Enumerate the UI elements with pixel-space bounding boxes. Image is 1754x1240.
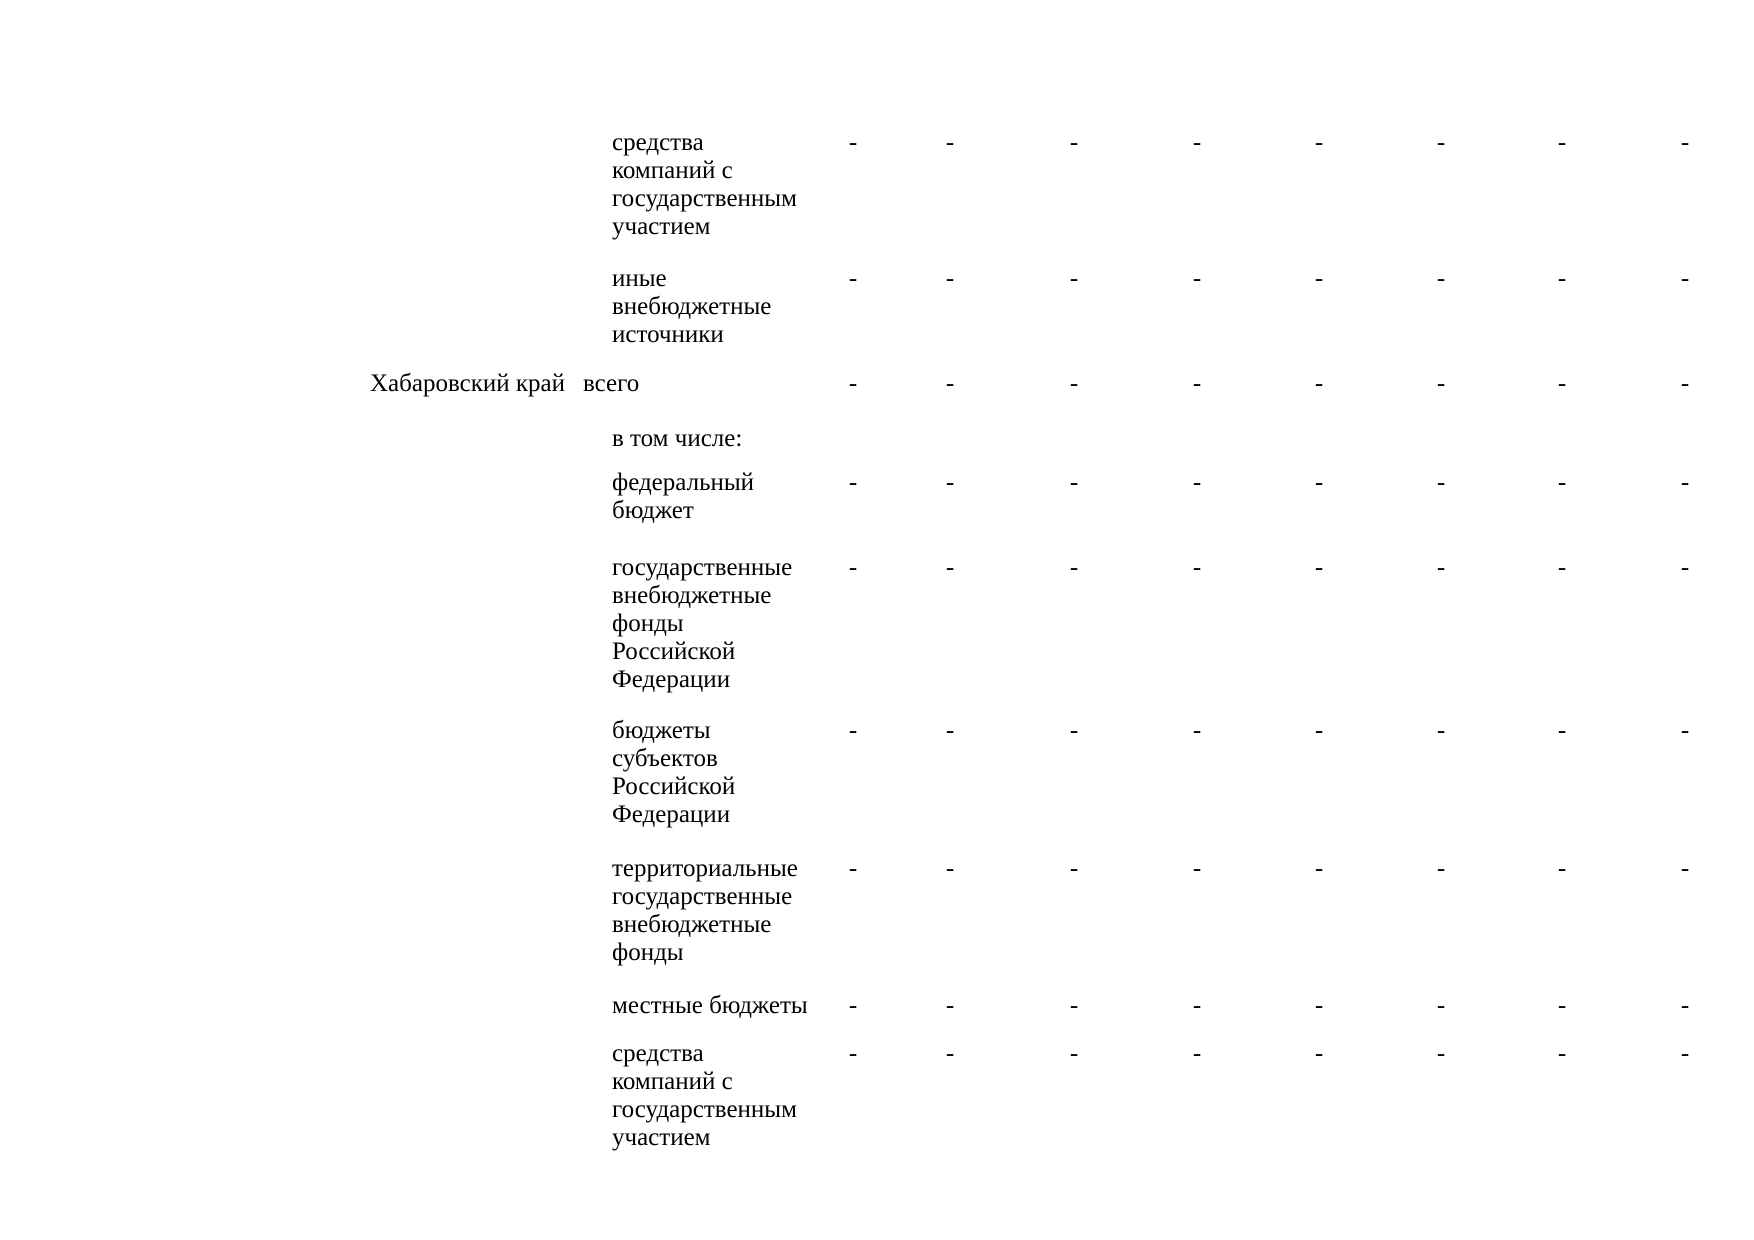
value-cell: - — [848, 265, 858, 292]
value-cell: - — [1069, 717, 1079, 744]
value-cell: - — [1192, 717, 1202, 744]
funding-source-line: всего — [583, 370, 640, 397]
value-cell: - — [1069, 370, 1079, 397]
value-cell: - — [1680, 469, 1690, 496]
funding-source-line: внебюджетные — [612, 293, 772, 320]
funding-source-line: средства — [612, 1040, 704, 1067]
funding-source-cell — [583, 370, 863, 398]
value-cell: - — [848, 469, 858, 496]
value-cell: - — [945, 855, 955, 882]
value-cell: - — [1557, 469, 1567, 496]
funding-source-line: Федерации — [612, 666, 731, 693]
value-cell: - — [945, 554, 955, 581]
value-cell: - — [1314, 554, 1324, 581]
value-cell: - — [1436, 992, 1446, 1019]
value-cell: - — [1192, 554, 1202, 581]
value-cell: - — [1680, 717, 1690, 744]
value-cell: - — [1192, 469, 1202, 496]
funding-source-line: внебюджетные — [612, 582, 772, 609]
value-cell: - — [1069, 992, 1079, 1019]
value-cell: - — [1436, 855, 1446, 882]
value-cell: - — [945, 469, 955, 496]
value-cell: - — [1314, 992, 1324, 1019]
value-cell: - — [1436, 717, 1446, 744]
region-cell: Хабаровский край — [370, 370, 565, 397]
value-cell: - — [1314, 1040, 1324, 1067]
funding-source-line: компаний с — [612, 157, 733, 184]
value-cell: - — [1314, 129, 1324, 156]
funding-source-line: бюджеты — [612, 717, 711, 744]
value-cell: - — [1069, 129, 1079, 156]
funding-source-line: компаний с — [612, 1068, 733, 1095]
value-cell: - — [1680, 265, 1690, 292]
value-cell: - — [1436, 129, 1446, 156]
funding-source-line: фонды — [612, 610, 684, 637]
funding-source-line: местные бюджеты — [612, 992, 808, 1019]
value-cell: - — [1557, 717, 1567, 744]
value-cell: - — [1680, 992, 1690, 1019]
value-cell: - — [1069, 265, 1079, 292]
value-cell: - — [848, 1040, 858, 1067]
value-cell: - — [1557, 992, 1567, 1019]
value-cell: - — [1680, 129, 1690, 156]
value-cell: - — [1436, 370, 1446, 397]
funding-source-line: территориальные — [612, 855, 798, 882]
value-cell: - — [945, 129, 955, 156]
value-cell: - — [1192, 855, 1202, 882]
funding-source-line: государственные — [612, 554, 793, 581]
value-cell: - — [1680, 1040, 1690, 1067]
value-cell: - — [1192, 265, 1202, 292]
value-cell: - — [1314, 469, 1324, 496]
value-cell: - — [848, 370, 858, 397]
value-cell: - — [1314, 265, 1324, 292]
value-cell: - — [1436, 265, 1446, 292]
value-cell: - — [1069, 1040, 1079, 1067]
value-cell: - — [1557, 129, 1567, 156]
funding-source-line: Федерации — [612, 801, 731, 828]
value-cell: - — [1680, 855, 1690, 882]
value-cell: - — [1436, 554, 1446, 581]
value-cell: - — [1680, 370, 1690, 397]
funding-source-line: субъектов — [612, 745, 718, 772]
funding-source-line: участием — [612, 1124, 711, 1151]
funding-source-line: Российской — [612, 638, 736, 665]
funding-source-line: бюджет — [612, 497, 694, 524]
value-cell: - — [945, 265, 955, 292]
value-cell: - — [1436, 1040, 1446, 1067]
value-cell: - — [1069, 469, 1079, 496]
value-cell: - — [1557, 855, 1567, 882]
funding-source-line: внебюджетные — [612, 911, 772, 938]
value-cell: - — [1557, 265, 1567, 292]
funding-source-line: средства — [612, 129, 704, 156]
value-cell: - — [1557, 1040, 1567, 1067]
value-cell: - — [1192, 129, 1202, 156]
funding-source-line: федеральный — [612, 469, 755, 496]
value-cell: - — [1069, 554, 1079, 581]
funding-source-line: государственным — [612, 1096, 797, 1123]
funding-source-line: иные — [612, 265, 667, 292]
value-cell: - — [848, 992, 858, 1019]
value-cell: - — [1314, 855, 1324, 882]
value-cell: - — [848, 129, 858, 156]
value-cell: - — [1192, 1040, 1202, 1067]
funding-source-line: фонды — [612, 939, 684, 966]
value-cell: - — [1069, 855, 1079, 882]
funding-source-line: участием — [612, 213, 711, 240]
value-cell: - — [848, 855, 858, 882]
value-cell: - — [848, 554, 858, 581]
funding-source-cell — [612, 425, 892, 453]
funding-source-line: государственным — [612, 185, 797, 212]
value-cell: - — [1192, 992, 1202, 1019]
value-cell: - — [945, 717, 955, 744]
value-cell: - — [1192, 370, 1202, 397]
value-cell: - — [1557, 554, 1567, 581]
funding-source-line: источники — [612, 321, 724, 348]
value-cell: - — [945, 370, 955, 397]
value-cell: - — [1680, 554, 1690, 581]
funding-source-line: государственные — [612, 883, 793, 910]
value-cell: - — [945, 1040, 955, 1067]
funding-source-line: Российской — [612, 773, 736, 800]
value-cell: - — [1436, 469, 1446, 496]
value-cell: - — [1314, 717, 1324, 744]
funding-source-line: в том числе: — [612, 425, 743, 452]
value-cell: - — [848, 717, 858, 744]
value-cell: - — [1557, 370, 1567, 397]
value-cell: - — [1314, 370, 1324, 397]
value-cell: - — [945, 992, 955, 1019]
